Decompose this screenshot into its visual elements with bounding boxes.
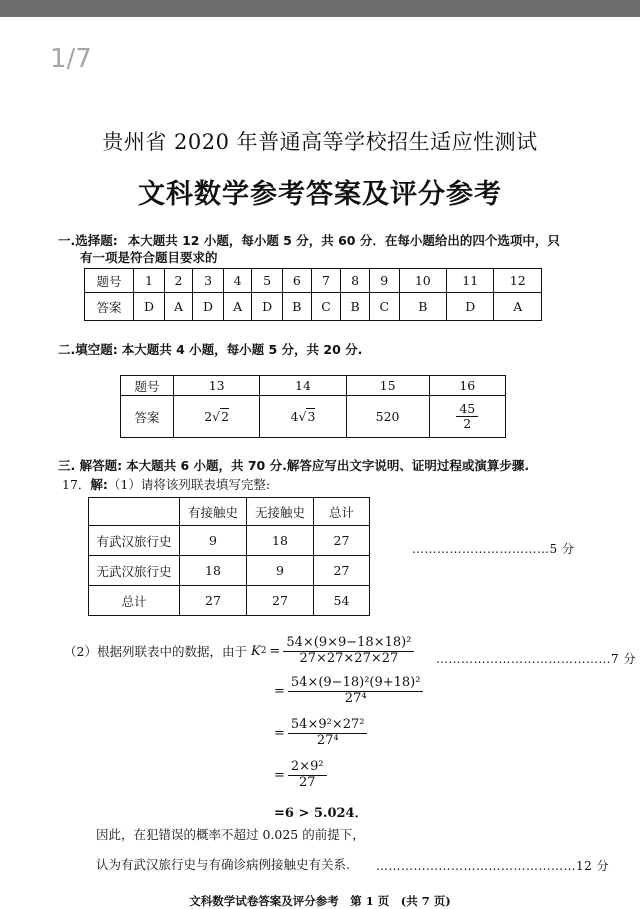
section1-intro [58,232,588,250]
table-row [89,556,370,586]
table-cell: 27 [314,556,370,586]
document-title: 文科数学参考答案及评分参考 [138,179,502,210]
question-number: 13 [174,376,260,396]
answer-14: 4√3 [260,396,346,438]
answer-cell: B [283,293,312,321]
section1-text: 本大题共 12 小题，每小题 5 分，共 60 分．在每小题给出的四个选项中，只 [127,233,560,248]
row-label-answer: 答案 [121,396,174,438]
table-row [89,586,370,616]
top-status-bar [0,0,640,17]
answer-cell: A [224,293,252,321]
question-number: 14 [260,376,346,396]
question-number: 2 [164,269,192,293]
answer-cell: C [311,293,341,321]
fill-answer-table [120,375,506,438]
section1-heading: 一.选择题: [58,233,118,248]
answer-cell: A [164,293,192,321]
section2-text: 本大题共 4 小题，每小题 5 分，共 20 分. [121,342,363,357]
question-number: 16 [429,376,505,396]
question-number: 15 [346,376,429,396]
table-header: 有接触史 [180,498,247,526]
answer-cell: B [341,293,370,321]
equation-5: =6 > 5.024． [274,806,368,821]
answer-cell: B [399,293,446,321]
section3-intro [58,457,529,475]
contingency-table [88,497,370,616]
table-row [89,526,370,556]
equation-2: = $\frac{\text{54×(9−18)²(9+18)²}}{\text{27⁴}}$ [274,676,423,707]
question-number: 12 [494,269,542,293]
score-mark-5: ……………………………5 分 [412,542,575,556]
answer-cell: D [252,293,283,321]
table-cell: 有武汉旅行史 [89,526,180,556]
table-cell: 27 [180,586,247,616]
table-cell: 18 [180,556,247,586]
table-cell: 总计 [89,586,180,616]
answer-cell: D [134,293,165,321]
question-number: 10 [399,269,446,293]
question-number: 6 [283,269,312,293]
score-mark-12: …………………………………………12 分 [376,859,610,873]
answer-cell: D [447,293,494,321]
question-number: 9 [369,269,399,293]
question-number: 7 [311,269,341,293]
equation-3: = $\frac{\text{54×9²×27²}}{\text{27⁴}}$ [274,718,367,749]
conclusion-line2: 认为有武汉旅行史与有确诊病例接触史有关系. [96,857,350,872]
exam-title: 贵州省 2020 年普通高等学校招生适应性测试 [102,130,538,154]
question-number: 8 [341,269,370,293]
row-label-answer: 答案 [85,293,134,321]
section3-text: 本大题共 6 小题，共 70 分.解答应写出文字说明、证明过程或演算步骤. [126,458,530,473]
answer-16: $\frac{45}{2}$ [429,396,505,438]
choice-answer-table [84,268,542,321]
row-label-question: 题号 [121,376,174,396]
question-number: 3 [193,269,224,293]
equation-4: = $\frac{\text{2×9²}}{27}$ [274,760,327,791]
table-cell: 18 [247,526,314,556]
score-mark-7: ……………………………………7 分 [436,652,636,666]
q17-part1: 17．解:（1）请将该列联表填写完整: [62,477,271,492]
table-cell: 27 [314,526,370,556]
table-cell: 9 [247,556,314,586]
page-indicator: 1/7 [50,44,92,74]
section2-heading: 二.填空题: [58,342,118,357]
section2-intro [58,341,362,359]
table-header: 总计 [314,498,370,526]
conclusion-line1: 因此，在犯错误的概率不超过 0.025 的前提下， [96,827,365,842]
answer-13: 2√2 [174,396,260,438]
table-cell: 无武汉旅行史 [89,556,180,586]
table-cell: 9 [180,526,247,556]
question-number: 11 [447,269,494,293]
page-footer: 文科数学试卷答案及评分参考 第 1 页 (共 7 页) [189,894,451,908]
question-number: 1 [134,269,165,293]
row-label-question: 题号 [85,269,134,293]
table-cell: 27 [247,586,314,616]
question-number: 4 [224,269,252,293]
answer-cell: A [494,293,542,321]
equation-1: （2）根据列联表中的数据，由于 K 2 = $\frac{\text{54×(9×9−18×18)²}}{27\times 27\times 27\times 27}$ [64,636,414,667]
question-number: 5 [252,269,283,293]
answer-cell: C [369,293,399,321]
answer-15: 520 [346,396,429,438]
table-header: 无接触史 [247,498,314,526]
section1-text-cont: 有一项是符合题目要求的 [80,250,218,265]
table-cell: 54 [314,586,370,616]
table-header [89,498,180,526]
answer-cell: D [193,293,224,321]
section3-heading: 三. 解答题: [58,458,123,473]
